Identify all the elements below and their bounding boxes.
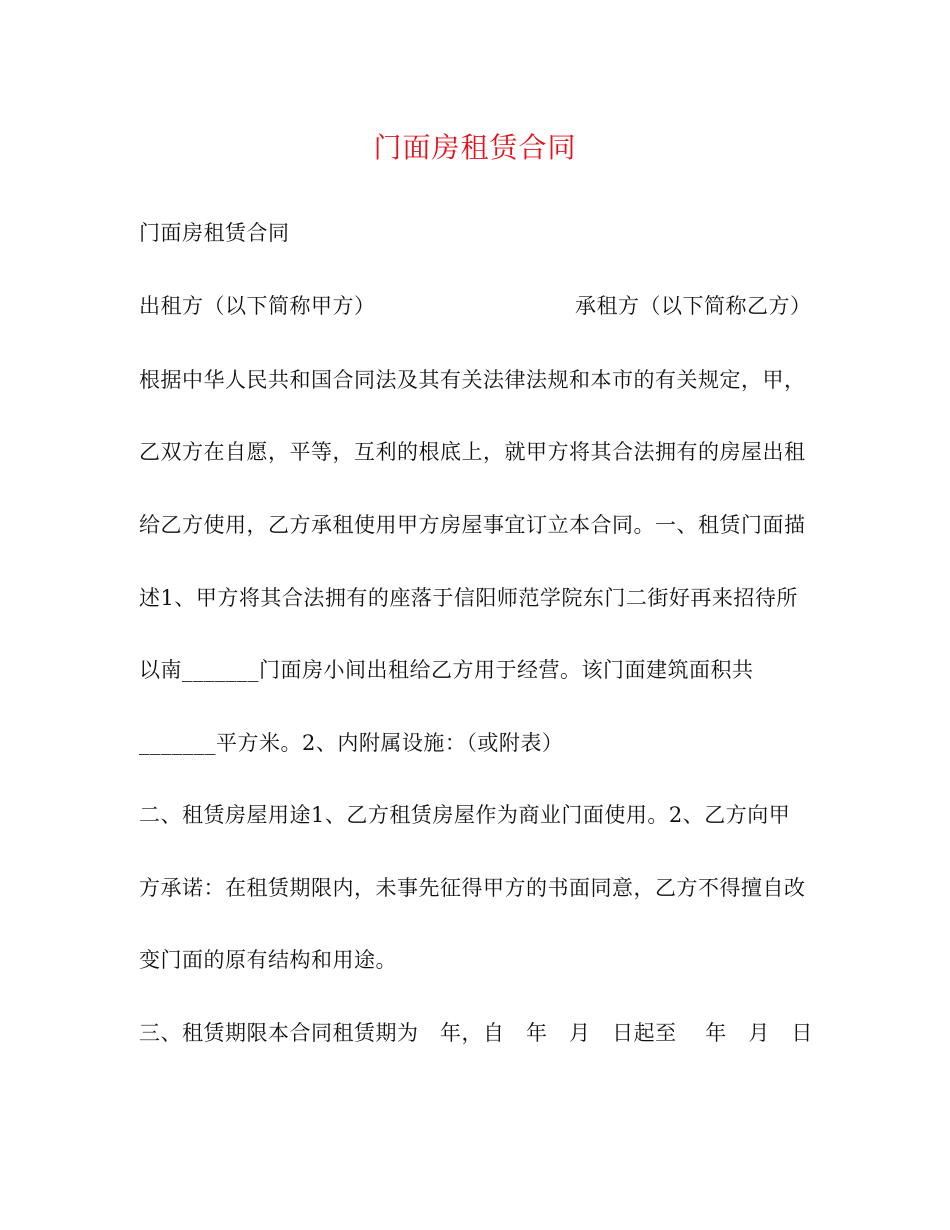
body-line: _______平方米。2、内附属设施：（或附表） [139,731,564,755]
body-line: 方承诺：在租赁期限内，未事先征得甲方的书面同意，乙方不得擅自改 [139,876,806,900]
document-subtitle: 门面房租赁合同 [139,221,290,245]
document-title: 门面房租赁合同 [373,131,577,164]
body-line: 乙双方在自愿，平等，互利的根底上，就甲方将其合法拥有的房屋出租 [139,440,806,464]
party-lessor: 出租方（以下简称甲方） [139,294,376,318]
body-line: 二、租赁房屋用途1、乙方租赁房屋作为商业门面使用。2、乙方向甲 [139,803,791,827]
body-line: 述1、甲方将其合法拥有的座落于信阳师范学院东门二街好再来招待所 [139,586,798,610]
body-line: 三、租赁期限本合同租赁期为 年，自 年 月 日起至 年 月 日 [139,1021,813,1045]
body-line: 变门面的原有结构和用途。 [139,948,397,972]
body-line: 给乙方使用，乙方承租使用甲方房屋事宜订立本合同。一、租赁门面描 [139,513,806,537]
body-line: 以南_______门面房小间出租给乙方用于经营。该门面建筑面积共 [139,658,754,682]
party-lessee: 承租方（以下简称乙方） [575,294,812,318]
body-line: 根据中华人民共和国合同法及其有关法律法规和本市的有关规定，甲， [139,368,806,392]
